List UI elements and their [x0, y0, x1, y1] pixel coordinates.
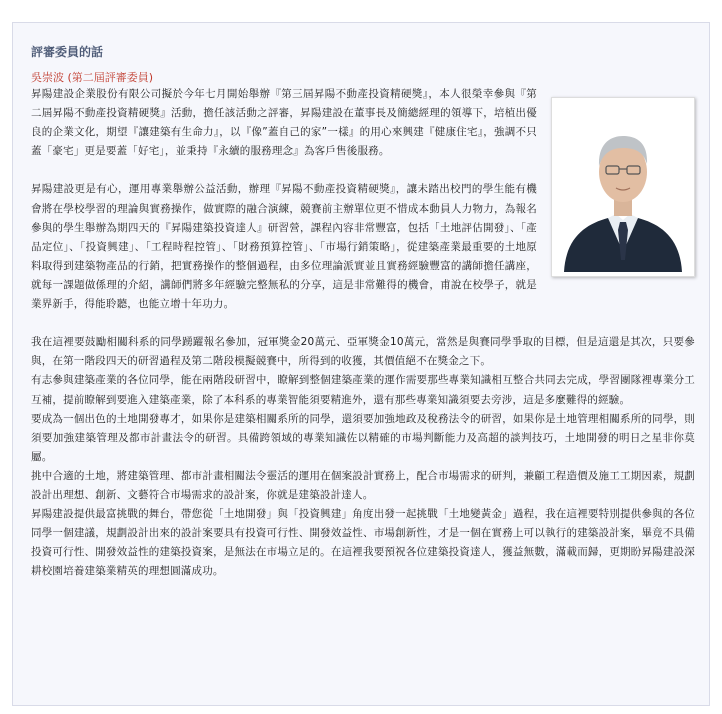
article-body — [31, 85, 695, 581]
portrait-photo-icon — [556, 102, 690, 272]
paragraph-land-development: 要成為一個出色的土地開發專才，如果你是建築相關系所的同學，還須要加強地政及稅務法令的研習，如果你是土地管理相關系所的同學，則須要加強建築管理及都市計畫法令的研習。具備跨領域的專業知識佐以精確的市場判斷能力及高超的談判技巧，土地開發的明日之星非你莫屬。 — [31, 412, 695, 463]
judge-name: 吳崇波 (第二屆評審委員) — [31, 71, 154, 84]
paragraph-closing: 昇陽建設提供最富挑戰的舞台，帶您從「土地開發」與「投資興建」角度出發一起挑戰「土地變黃金」過程，我在這裡要特別提供參與的各位同學一個建議，規劃設計出來的設計案要具有投資可行性、開發效益性、市場創新性，才是一個在實務上可以執行的建築設計案，畢竟不具備投資可行性、開發效益性的建築投資案，是無法在市場立足的。在這裡我要預祝各位建築投資達人，獲益無數，滿載而歸，更期盼昇陽建設深耕校園培養建築業精英的理想圓滿成功。 — [31, 508, 695, 578]
paragraph-workshop: 昇陽建設更是有心，運用專業舉辦公益活動，辦理『昇陽不動產投資精硬獎』，讓未踏出校門的學生能有機會將在學校學習的理論與實務操作，做實際的融合演練，競賽前主辦單位更不惜成本動員人力物力，為報名參與的學生舉辦為期四天的『昇陽建築投資達人』研習營，課程內容非常豐富，包括「土地評估開發」、「產品定位」、「投資興建」、「工程時程控管」、「財務預算控管」、「市場行銷策略」，從建築產業最重要的土地原料取得到建築物產品的行銷，把實務操作的整個過程，由多位理論派實並且實務經驗豐富的講師擔任講座，就每一課題做係理的介紹，講師們將多年經驗完整無私的分享，這是非常難得的機會，甫說在校學子，就是業界新手，得能聆聽，也能立增十年功力。 — [31, 183, 537, 311]
judge-photo — [551, 97, 695, 277]
section-title: 評審委員的話 — [31, 45, 104, 59]
paragraph-intro: 昇陽建設企業股份有限公司擬於今年七月開始舉辦『第三屆昇陽不動產投資精硬獎』，本人很榮幸參與『第二屆昇陽不動產投資精硬獎』活動，擔任該活動之評審，昇陽建設在董事長及簡總經理的領導下，培植出優良的企業文化，期望『讓建築有生命力』，以『像”蓋自己的家”一樣』的用心來興建『健康住宅』，強調不只蓋「豪宅」更是要蓋「好宅」，並秉持『永續的服務理念』為客戶售後服務。 — [31, 88, 537, 158]
paragraph-experience: 有志參與建築產業的各位同學，能在兩階段研習中，瞭解到整個建築產業的運作需要那些專業知識相互整合共同去完成，學習團隊裡專業分工互補，提前瞭解到要進入建築產業，除了本科系的專業智能須要精進外，還有那些專業知識須要去旁涉，這是多麼難得的經驗。 — [31, 374, 695, 406]
judge-comments-panel — [12, 22, 710, 706]
paragraph-design: 挑中合適的土地，將建築管理、都市計畫相關法令靈活的運用在個案設計實務上，配合市場需求的研判，兼顧工程造價及施工工期因素，規劃設計出理想、創新、文藝符合市場需求的設計案，你就是建築設計達人。 — [31, 469, 695, 501]
paragraph-encourage: 我在這裡要鼓勵相關科系的同學踴躍報名參加，冠軍獎金20萬元、亞軍獎金10萬元，當然是與賽同學爭取的目標，但是這還是其次，只要參與，在第一階段四天的研習過程及第二階段模擬競賽中，所得到的收獲，其價值絕不在獎金之下。 — [31, 336, 695, 368]
